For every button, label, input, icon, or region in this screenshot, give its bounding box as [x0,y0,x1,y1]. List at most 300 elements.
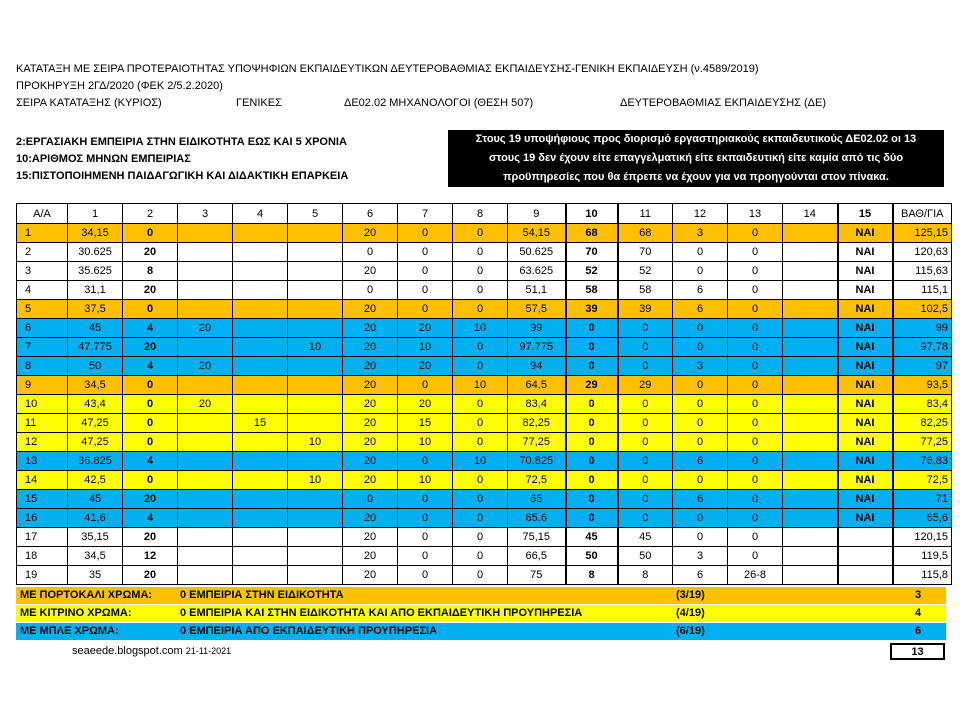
score-cell: 83,4 [893,395,952,414]
table-cell [288,376,343,395]
table-cell: 10 [398,433,453,452]
row-number: 8 [17,357,68,376]
table-row [17,357,952,376]
table-cell: 30.625 [68,243,123,262]
score-cell: 120,15 [893,528,952,547]
table-cell: ΝΑΙ [838,509,893,528]
column-header: 2 [123,204,178,224]
table-row [17,243,952,262]
table-cell: 4 [123,509,178,528]
table-cell: 65,6 [508,509,566,528]
row-number: 9 [17,376,68,395]
table-cell [783,414,838,433]
table-cell [178,300,233,319]
table-row [17,509,952,528]
row-number: 7 [17,338,68,357]
column-header: 11 [618,204,673,224]
legend-description: 0 ΕΜΠΕΙΡΙΑ ΚΑΙ ΣΤΗΝ ΕΙΔΙΚΟΤΗΤΑ ΚΑΙ ΑΠΟ ΕΚΠΑΙΔΕΥΤΙΚΗ ΠΡΟΥΠΗΡΕΣΙΑ [180,607,583,619]
table-cell: 20 [343,262,398,281]
column-header: 14 [783,204,838,224]
column-header: 6 [343,204,398,224]
score-cell: 76,83 [893,452,952,471]
table-cell [233,528,288,547]
legend-blue [16,623,946,640]
table-cell [233,376,288,395]
table-cell: 29 [618,376,673,395]
legend-description: 0 ΕΜΠΕΙΡΙΑ ΣΤΗΝ ΕΙΔΙΚΟΤΗΤΑ [180,589,344,601]
table-cell: 0 [453,224,508,243]
score-cell: 93,5 [893,376,952,395]
table-row [17,490,952,509]
table-header-row [17,204,952,224]
table-cell [233,243,288,262]
table-cell: 3 [673,224,728,243]
table-cell: 0 [618,471,673,490]
table-row [17,376,952,395]
table-cell: 0 [566,395,618,414]
table-cell [783,452,838,471]
table-cell: 0 [453,490,508,509]
notice-box [448,130,944,187]
table-cell: 0 [566,338,618,357]
table-cell: 0 [728,452,783,471]
table-cell: 20 [343,357,398,376]
table-cell: 0 [673,319,728,338]
table-cell: 0 [453,300,508,319]
row-number: 15 [17,490,68,509]
table-cell: 64,5 [508,376,566,395]
table-cell: 0 [453,509,508,528]
table-cell [233,471,288,490]
table-cell: 47,25 [68,433,123,452]
blog-url: seaeede.blogspot.com [72,645,183,657]
table-cell: 0 [343,490,398,509]
table-cell: 0 [398,490,453,509]
table-cell [233,262,288,281]
score-cell: 119,5 [893,547,952,566]
table-cell: 4 [123,357,178,376]
table-cell: 0 [618,338,673,357]
table-cell [288,243,343,262]
legend-count: 3 [915,589,922,601]
column-header: 10 [566,204,618,224]
table-cell [838,528,893,547]
table-cell: 45 [68,319,123,338]
table-cell: 20 [343,414,398,433]
table-cell: 20 [178,357,233,376]
table-cell [233,319,288,338]
table-cell: 6 [673,300,728,319]
table-cell: 0 [398,547,453,566]
table-cell: 0 [566,433,618,452]
table-cell: 20 [343,509,398,528]
table-cell: 97.775 [508,338,566,357]
table-cell: 94 [508,357,566,376]
legend-count: 4 [915,607,922,619]
row-number: 10 [17,395,68,414]
score-cell: 125,15 [893,224,952,243]
score-cell: 115,8 [893,566,952,585]
notice-line: προϋπηρεσίες που θα έπρεπε να έχουν για να προηγούνται στον πίνακα. [503,171,889,183]
table-cell: 0 [673,376,728,395]
table-cell: 8 [618,566,673,585]
table-cell: 70 [566,243,618,262]
table-cell: 0 [728,300,783,319]
table-cell: ΝΑΙ [838,262,893,281]
column-header: 12 [673,204,728,224]
table-cell [288,547,343,566]
table-cell: 52 [618,262,673,281]
table-cell [178,243,233,262]
table-cell: 20 [123,281,178,300]
table-cell [783,509,838,528]
table-cell [783,471,838,490]
table-cell: 0 [123,300,178,319]
table-cell: 66,5 [508,547,566,566]
table-cell: 50 [618,547,673,566]
table-cell: 58 [618,281,673,300]
table-cell [783,433,838,452]
table-cell [783,357,838,376]
education-level-label: ΔΕΥΤΕΡΟΒΑΘΜΙΑΣ ΕΚΠΑΙΔΕΥΣΗΣ (ΔΕ) [620,97,827,109]
table-cell: 20 [343,452,398,471]
table-cell: 54,15 [508,224,566,243]
table-cell: ΝΑΙ [838,300,893,319]
table-cell [288,566,343,585]
table-cell [178,509,233,528]
table-cell: 20 [343,319,398,338]
table-cell: 20 [343,547,398,566]
table-cell: 0 [453,471,508,490]
legend-orange [16,587,946,604]
table-cell [288,452,343,471]
column-header: 9 [508,204,566,224]
footer-date: 21-11-2021 [185,646,232,656]
title-line-2: ΠΡΟΚΗΡΥΞΗ 2ΓΔ/2020 (ΦΕΚ 2/5.2.2020) [16,80,223,92]
table-cell: 0 [398,243,453,262]
table-cell: 20 [123,243,178,262]
table-cell [288,300,343,319]
table-cell [288,224,343,243]
table-cell: 10 [453,376,508,395]
table-cell: ΝΑΙ [838,338,893,357]
table-cell: 82,25 [508,414,566,433]
table-cell: 0 [398,528,453,547]
table-cell: 0 [728,376,783,395]
table-cell: 15 [398,414,453,433]
score-cell: 65,6 [893,509,952,528]
column-header: ΒΑΘ/ΓΙΑ [893,204,952,224]
table-cell: 0 [566,357,618,376]
total-count: 13 [890,643,945,660]
table-cell: 6 [673,452,728,471]
table-cell [288,281,343,300]
legend-ratio: (6/19) [676,625,705,637]
table-cell: 50.625 [508,243,566,262]
table-cell: ΝΑΙ [838,224,893,243]
table-cell: 65 [508,490,566,509]
table-cell: 42,5 [68,471,123,490]
table-cell [233,547,288,566]
table-cell: 0 [728,243,783,262]
column-header: 5 [288,204,343,224]
table-cell: 0 [728,547,783,566]
table-cell [783,395,838,414]
row-number: 11 [17,414,68,433]
table-cell: ΝΑΙ [838,376,893,395]
score-cell: 97,78 [893,338,952,357]
table-cell: 0 [728,509,783,528]
table-cell: 31,1 [68,281,123,300]
table-cell [178,224,233,243]
table-cell: ΝΑΙ [838,281,893,300]
table-cell: 0 [398,262,453,281]
table-cell: 20 [343,338,398,357]
column-header: 7 [398,204,453,224]
table-cell: 51,1 [508,281,566,300]
table-cell: 3 [673,357,728,376]
legend-ratio: (4/19) [676,607,705,619]
table-row [17,281,952,300]
table-cell: 34,15 [68,224,123,243]
legend-label: ΜΕ ΠΟΡΤΟΚΑΛΙ ΧΡΩΜΑ: [20,589,153,601]
table-cell: 45 [566,528,618,547]
table-cell [783,528,838,547]
row-number: 12 [17,433,68,452]
table-cell: 15 [233,414,288,433]
table-cell: 34,5 [68,376,123,395]
table-cell: 0 [728,338,783,357]
table-cell [838,547,893,566]
table-cell: 0 [566,319,618,338]
table-cell: 47,25 [68,414,123,433]
table-cell: 12 [123,547,178,566]
table-cell: ΝΑΙ [838,490,893,509]
row-number: 4 [17,281,68,300]
table-cell: 0 [673,414,728,433]
table-cell: 63.625 [508,262,566,281]
table-cell: 20 [398,319,453,338]
table-cell: ΝΑΙ [838,319,893,338]
row-number: 6 [17,319,68,338]
table-cell: 0 [123,224,178,243]
table-cell: 0 [343,243,398,262]
table-cell [233,433,288,452]
legend-ratio: (3/19) [676,589,705,601]
table-cell: 35 [68,566,123,585]
table-cell: 70 [618,243,673,262]
table-cell: 58 [566,281,618,300]
table-cell: 0 [728,490,783,509]
table-cell: 20 [123,528,178,547]
table-cell [178,452,233,471]
table-cell: 45 [68,490,123,509]
table-cell: 0 [673,243,728,262]
table-cell: 72,5 [508,471,566,490]
row-number: 16 [17,509,68,528]
table-cell: 0 [618,509,673,528]
table-cell: 20 [123,490,178,509]
table-cell: ΝΑΙ [838,357,893,376]
table-cell [178,547,233,566]
row-number: 3 [17,262,68,281]
table-cell [783,224,838,243]
table-cell: 57,5 [508,300,566,319]
table-cell [288,528,343,547]
table-cell [783,547,838,566]
score-cell: 97 [893,357,952,376]
table-cell: 20 [343,528,398,547]
table-cell: 0 [123,414,178,433]
table-cell: 10 [398,338,453,357]
table-cell: 0 [123,395,178,414]
table-cell [178,414,233,433]
table-cell: 0 [673,471,728,490]
column-header: 3 [178,204,233,224]
table-cell: 0 [618,433,673,452]
table-cell: 0 [673,338,728,357]
table-cell: 0 [398,281,453,300]
table-cell: 6 [673,490,728,509]
table-cell: 0 [453,243,508,262]
table-cell: 68 [566,224,618,243]
table-cell: 8 [566,566,618,585]
table-cell [288,262,343,281]
table-cell: 0 [566,490,618,509]
table-cell: 50 [68,357,123,376]
table-cell: 20 [123,338,178,357]
table-row [17,338,952,357]
table-cell: 0 [453,414,508,433]
table-cell [178,471,233,490]
table-cell: 20 [343,224,398,243]
table-cell: 20 [343,376,398,395]
criterion-2: 2:ΕΡΓΑΣΙΑΚΗ ΕΜΠΕΙΡΙΑ ΣΤΗΝ ΕΙΔΙΚΟΤΗΤΑ ΕΩΣ ΚΑΙ 5 ΧΡΟΝΙΑ [16,136,347,148]
table-cell: 35,15 [68,528,123,547]
table-cell: 50 [566,547,618,566]
table-cell: 4 [123,452,178,471]
table-cell [288,490,343,509]
column-header: 8 [453,204,508,224]
table-cell [178,528,233,547]
table-cell: 0 [673,509,728,528]
table-cell [233,395,288,414]
table-cell: 0 [673,262,728,281]
notice-line: στους 19 δεν έχουν είτε επαγγελματική είτε εκπαιδευτική είτε καμία από τις δύο [488,152,904,164]
table-cell: 0 [618,452,673,471]
table-row [17,262,952,281]
score-cell: 82,25 [893,414,952,433]
table-cell [233,224,288,243]
table-cell [783,376,838,395]
table-cell [288,395,343,414]
table-cell: 0 [618,395,673,414]
table-cell: 0 [566,414,618,433]
table-cell: 43,4 [68,395,123,414]
table-cell: 10 [288,433,343,452]
table-row [17,414,952,433]
table-cell: 0 [398,376,453,395]
table-cell [233,452,288,471]
table-cell: 0 [343,281,398,300]
table-cell: 0 [123,471,178,490]
table-cell [178,490,233,509]
table-cell: 26-8 [728,566,783,585]
table-cell: 0 [453,528,508,547]
table-cell: 0 [453,338,508,357]
score-cell: 102,5 [893,300,952,319]
table-cell: 0 [398,509,453,528]
table-cell: 6 [673,281,728,300]
table-cell: 0 [566,509,618,528]
row-number: 17 [17,528,68,547]
table-cell: 75 [508,566,566,585]
table-cell: 0 [728,433,783,452]
column-header: 4 [233,204,288,224]
column-header: 13 [728,204,783,224]
table-cell: 0 [398,224,453,243]
table-cell: 47.775 [68,338,123,357]
table-cell: 0 [728,319,783,338]
table-cell: 41,6 [68,509,123,528]
table-cell: 20 [178,395,233,414]
row-number: 18 [17,547,68,566]
table-cell: 0 [453,357,508,376]
table-cell: 0 [618,490,673,509]
table-cell [288,357,343,376]
table-cell [783,319,838,338]
table-row [17,395,952,414]
legend-yellow [16,605,946,622]
table-cell: ΝΑΙ [838,471,893,490]
legend-count: 6 [915,625,922,637]
table-cell: 99 [508,319,566,338]
row-number: 2 [17,243,68,262]
row-number: 19 [17,566,68,585]
table-cell: 0 [123,433,178,452]
table-cell: 0 [728,395,783,414]
ranking-type: ΣΕΙΡΑ ΚΑΤΑΤΑΞΗΣ (ΚΥΡΙΟΣ) [16,97,162,109]
table-cell: 20 [398,357,453,376]
table-cell [838,566,893,585]
table-cell [178,566,233,585]
row-number: 14 [17,471,68,490]
table-cell: 70.825 [508,452,566,471]
column-header: 1 [68,204,123,224]
table-cell: 0 [123,376,178,395]
ranking-table [16,203,952,585]
table-cell: 20 [123,566,178,585]
table-cell: 0 [728,281,783,300]
table-cell: 20 [398,395,453,414]
table-row [17,547,952,566]
table-cell: 36.825 [68,452,123,471]
table-cell [233,300,288,319]
table-cell: 0 [566,471,618,490]
table-cell: ΝΑΙ [838,452,893,471]
table-cell: 6 [673,566,728,585]
table-cell: 0 [453,395,508,414]
table-cell: 0 [728,224,783,243]
table-cell: 20 [343,395,398,414]
table-cell: ΝΑΙ [838,243,893,262]
table-cell: 0 [673,395,728,414]
table-cell [783,490,838,509]
criterion-10: 10:ΑΡΙΘΜΟΣ ΜΗΝΩΝ ΕΜΠΕΙΡΙΑΣ [16,153,191,165]
table-cell [233,357,288,376]
table-cell: 10 [398,471,453,490]
table-cell [783,338,838,357]
